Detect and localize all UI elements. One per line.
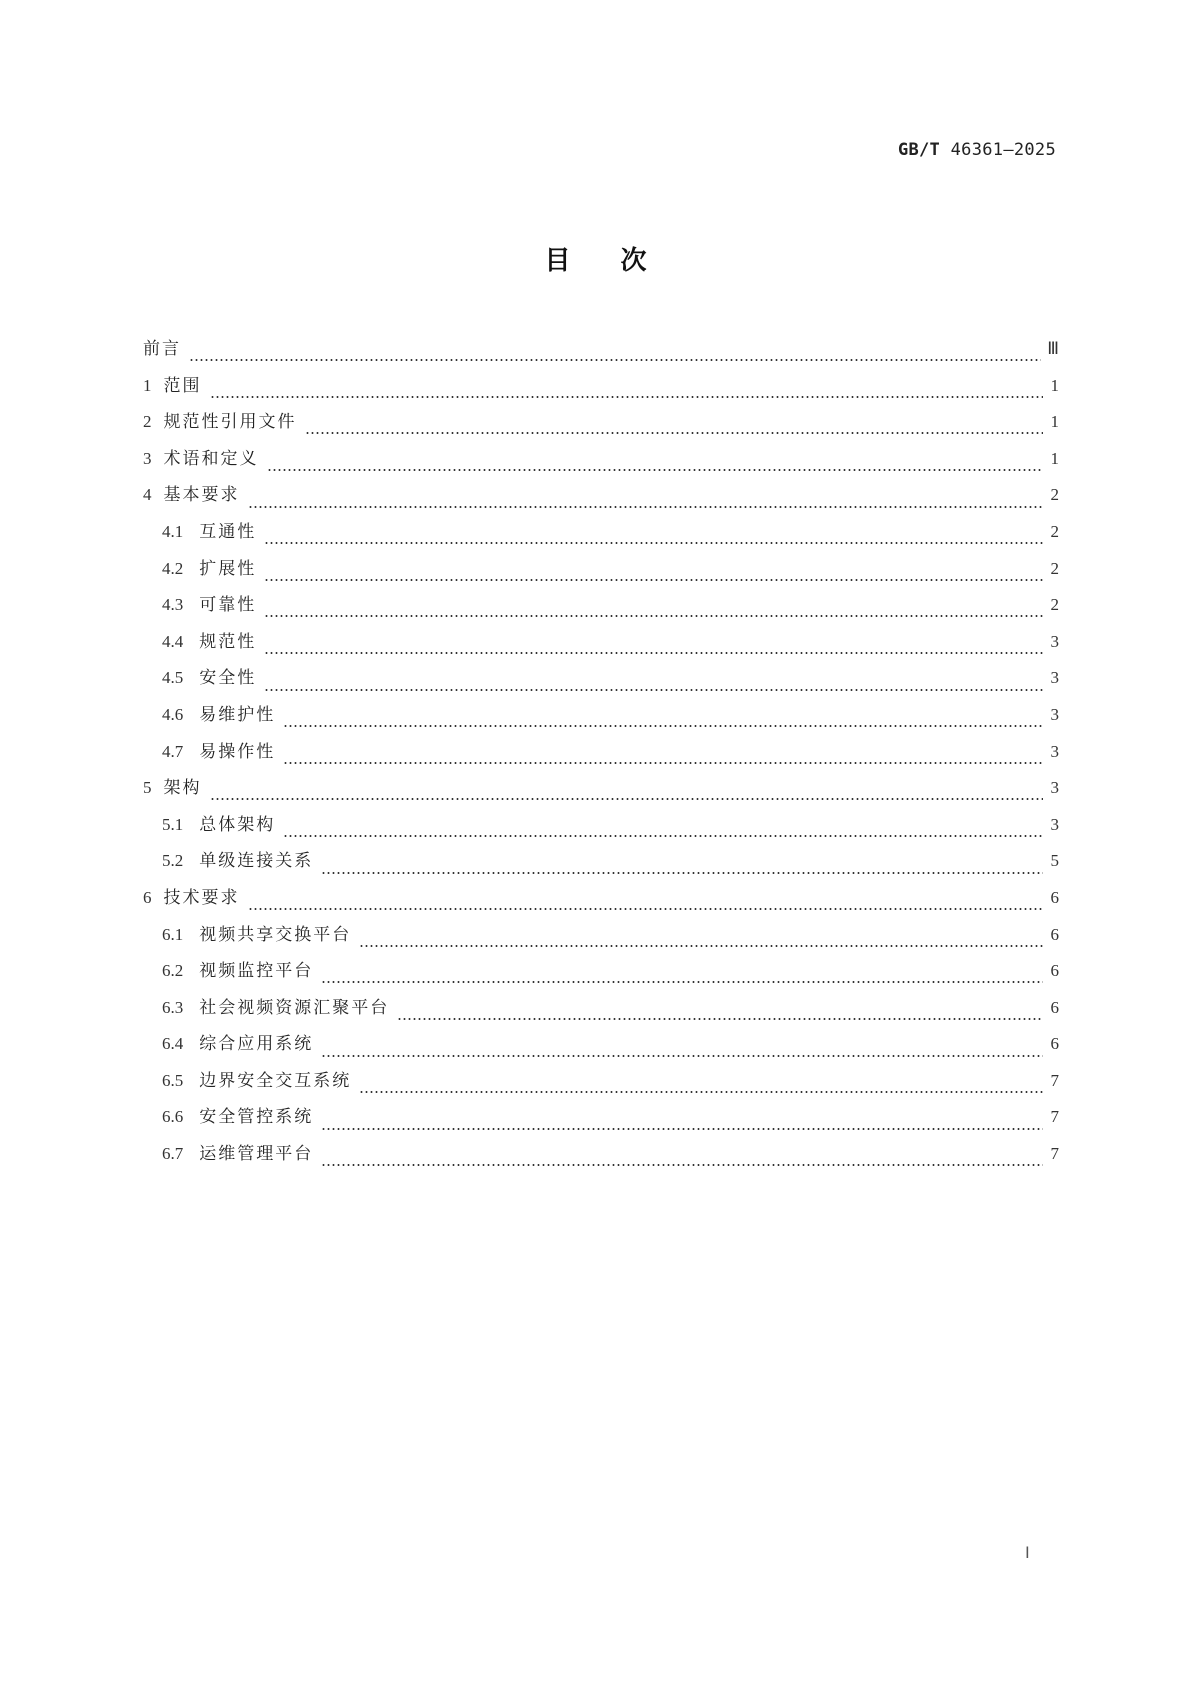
toc-entry-number: 4 <box>143 485 152 505</box>
toc-entry-label: 范围 <box>163 375 202 396</box>
toc-entry-page: 2 <box>1050 485 1059 505</box>
toc-entry[interactable] <box>143 924 1059 961</box>
toc-entry-page: 6 <box>1050 924 1059 944</box>
toc-entry-label: 运维管理平台 <box>199 1144 314 1165</box>
toc-entry-label: 基本要求 <box>163 485 240 506</box>
toc-title: 目次 <box>544 246 697 276</box>
toc-entry-page: 6 <box>1050 887 1059 907</box>
toc-entry[interactable] <box>143 594 1059 631</box>
toc-dot-leader <box>359 1091 1043 1093</box>
toc-entry-page: 2 <box>1050 558 1059 578</box>
toc-entry-number: 4.1 <box>162 521 184 541</box>
toc-entry-number: 4.4 <box>162 631 184 651</box>
toc-entry-number: 4.5 <box>162 668 184 688</box>
toc-entry-page: 3 <box>1050 631 1059 651</box>
toc-entry-number: 6 <box>143 887 152 907</box>
toc-entry-label: 前言 <box>143 339 181 359</box>
toc-entry-number: 5 <box>143 778 152 798</box>
toc-dot-leader <box>283 835 1043 837</box>
toc-entry-number: 6.1 <box>162 924 184 944</box>
toc-entry-number: 4.6 <box>162 704 184 724</box>
toc-dot-leader <box>264 579 1043 581</box>
toc-entry[interactable] <box>143 997 1059 1034</box>
toc-entry-page: 3 <box>1050 778 1059 798</box>
toc-entry-number: 4.3 <box>162 595 184 615</box>
toc-entry-page: 7 <box>1050 1107 1059 1127</box>
toc-entry-label: 可靠性 <box>199 595 257 616</box>
toc-entry-label: 视频监控平台 <box>199 961 314 982</box>
toc-dot-leader <box>248 908 1044 910</box>
toc-entry[interactable] <box>143 741 1059 778</box>
page-number: Ⅰ <box>1025 1545 1030 1562</box>
document-identifier <box>898 140 1056 160</box>
toc-entry-page: 3 <box>1050 741 1059 761</box>
toc-entry-page: 1 <box>1050 412 1059 432</box>
toc-entry[interactable] <box>143 1070 1059 1107</box>
toc-entry[interactable] <box>143 411 1059 448</box>
toc-entry[interactable] <box>143 960 1059 997</box>
toc-entry[interactable] <box>143 850 1059 887</box>
toc-entry-label: 安全管控系统 <box>199 1107 314 1128</box>
toc-dot-leader <box>264 652 1043 654</box>
toc-entry-number: 4.7 <box>162 741 184 761</box>
toc-entry-label: 术语和定义 <box>163 448 259 469</box>
toc-entry-number: 6.7 <box>162 1144 184 1164</box>
toc-entry-page: Ⅲ <box>1047 339 1059 358</box>
toc-entry-page: 5 <box>1050 851 1059 871</box>
toc-dot-leader <box>397 1018 1043 1020</box>
toc-entry-label: 单级连接关系 <box>199 851 314 872</box>
toc-dot-leader <box>189 359 1041 361</box>
toc-dot-leader <box>321 1128 1043 1130</box>
toc-entry-page: 6 <box>1050 961 1059 981</box>
toc-dot-leader <box>305 432 1044 434</box>
toc-entry-label: 易维护性 <box>199 704 276 725</box>
toc-dot-leader <box>321 1164 1043 1166</box>
toc-entry-number: 5.2 <box>162 851 184 871</box>
toc-entry-page: 1 <box>1050 375 1059 395</box>
toc-entry-number: 6.3 <box>162 997 184 1017</box>
toc-dot-leader <box>210 798 1044 800</box>
toc-entry[interactable] <box>143 1106 1059 1143</box>
toc-entry-page: 3 <box>1050 814 1059 834</box>
toc-entry-label: 边界安全交互系统 <box>199 1070 352 1091</box>
toc-dot-leader <box>321 981 1043 983</box>
toc-dot-leader <box>359 945 1043 947</box>
toc-entry-page: 6 <box>1050 997 1059 1017</box>
toc-entry[interactable] <box>143 667 1059 704</box>
toc-entry-label: 技术要求 <box>163 887 240 908</box>
toc-entry-number: 6.4 <box>162 1034 184 1054</box>
standard-code: GB/T <box>897 140 941 160</box>
toc-entry-page: 7 <box>1050 1070 1059 1090</box>
toc-entry-label: 总体架构 <box>199 814 276 835</box>
toc-dot-leader <box>264 615 1043 617</box>
toc-entry-number: 3 <box>143 448 152 468</box>
table-of-contents <box>143 338 1059 1180</box>
toc-entry-label: 规范性 <box>199 631 257 652</box>
toc-entry-label: 视频共享交换平台 <box>199 924 352 945</box>
toc-entry-label: 综合应用系统 <box>199 1034 314 1055</box>
toc-dot-leader <box>264 689 1043 691</box>
toc-entry-page: 2 <box>1050 595 1059 615</box>
toc-entry-page: 6 <box>1050 1034 1059 1054</box>
toc-dot-leader <box>267 469 1044 471</box>
toc-entry-number: 6.5 <box>162 1070 184 1090</box>
toc-entry[interactable] <box>143 1143 1059 1180</box>
toc-entry-page: 3 <box>1050 704 1059 724</box>
toc-entry[interactable] <box>143 448 1059 485</box>
toc-entry[interactable] <box>143 631 1059 668</box>
toc-entry[interactable] <box>143 558 1059 595</box>
toc-entry-number: 6.6 <box>162 1107 184 1127</box>
toc-entry-page: 2 <box>1050 521 1059 541</box>
toc-entry[interactable] <box>143 887 1059 924</box>
toc-entry[interactable] <box>143 1033 1059 1070</box>
toc-dot-leader <box>248 506 1044 508</box>
toc-entry-label: 安全性 <box>199 668 257 689</box>
toc-entry-label: 互通性 <box>199 521 257 542</box>
toc-entry-number: 6.2 <box>162 961 184 981</box>
toc-entry-number: 4.2 <box>162 558 184 578</box>
toc-entry-number: 1 <box>143 375 152 395</box>
toc-entry-label: 规范性引用文件 <box>163 412 297 433</box>
toc-entry[interactable] <box>143 484 1059 521</box>
toc-entry-page: 1 <box>1050 448 1059 468</box>
toc-entry[interactable] <box>143 814 1059 851</box>
toc-dot-leader <box>210 396 1044 398</box>
toc-entry-label: 易操作性 <box>199 741 276 762</box>
toc-dot-leader <box>283 725 1043 727</box>
toc-entry-page: 7 <box>1050 1144 1059 1164</box>
toc-dot-leader <box>321 872 1043 874</box>
toc-entry-label: 架构 <box>163 778 202 799</box>
toc-entry-number: 2 <box>143 412 152 432</box>
toc-entry-label: 社会视频资源汇聚平台 <box>199 997 390 1018</box>
toc-entry[interactable] <box>143 338 1059 375</box>
toc-dot-leader <box>264 542 1043 544</box>
toc-dot-leader <box>283 762 1043 764</box>
toc-dot-leader <box>321 1055 1043 1057</box>
standard-number: 46361—2025 <box>950 140 1056 160</box>
toc-entry-number: 5.1 <box>162 814 184 834</box>
toc-entry[interactable] <box>143 375 1059 412</box>
toc-entry[interactable] <box>143 704 1059 741</box>
toc-entry[interactable] <box>143 521 1059 558</box>
toc-entry[interactable] <box>143 777 1059 814</box>
toc-entry-label: 扩展性 <box>199 558 257 579</box>
toc-entry-page: 3 <box>1050 668 1059 688</box>
